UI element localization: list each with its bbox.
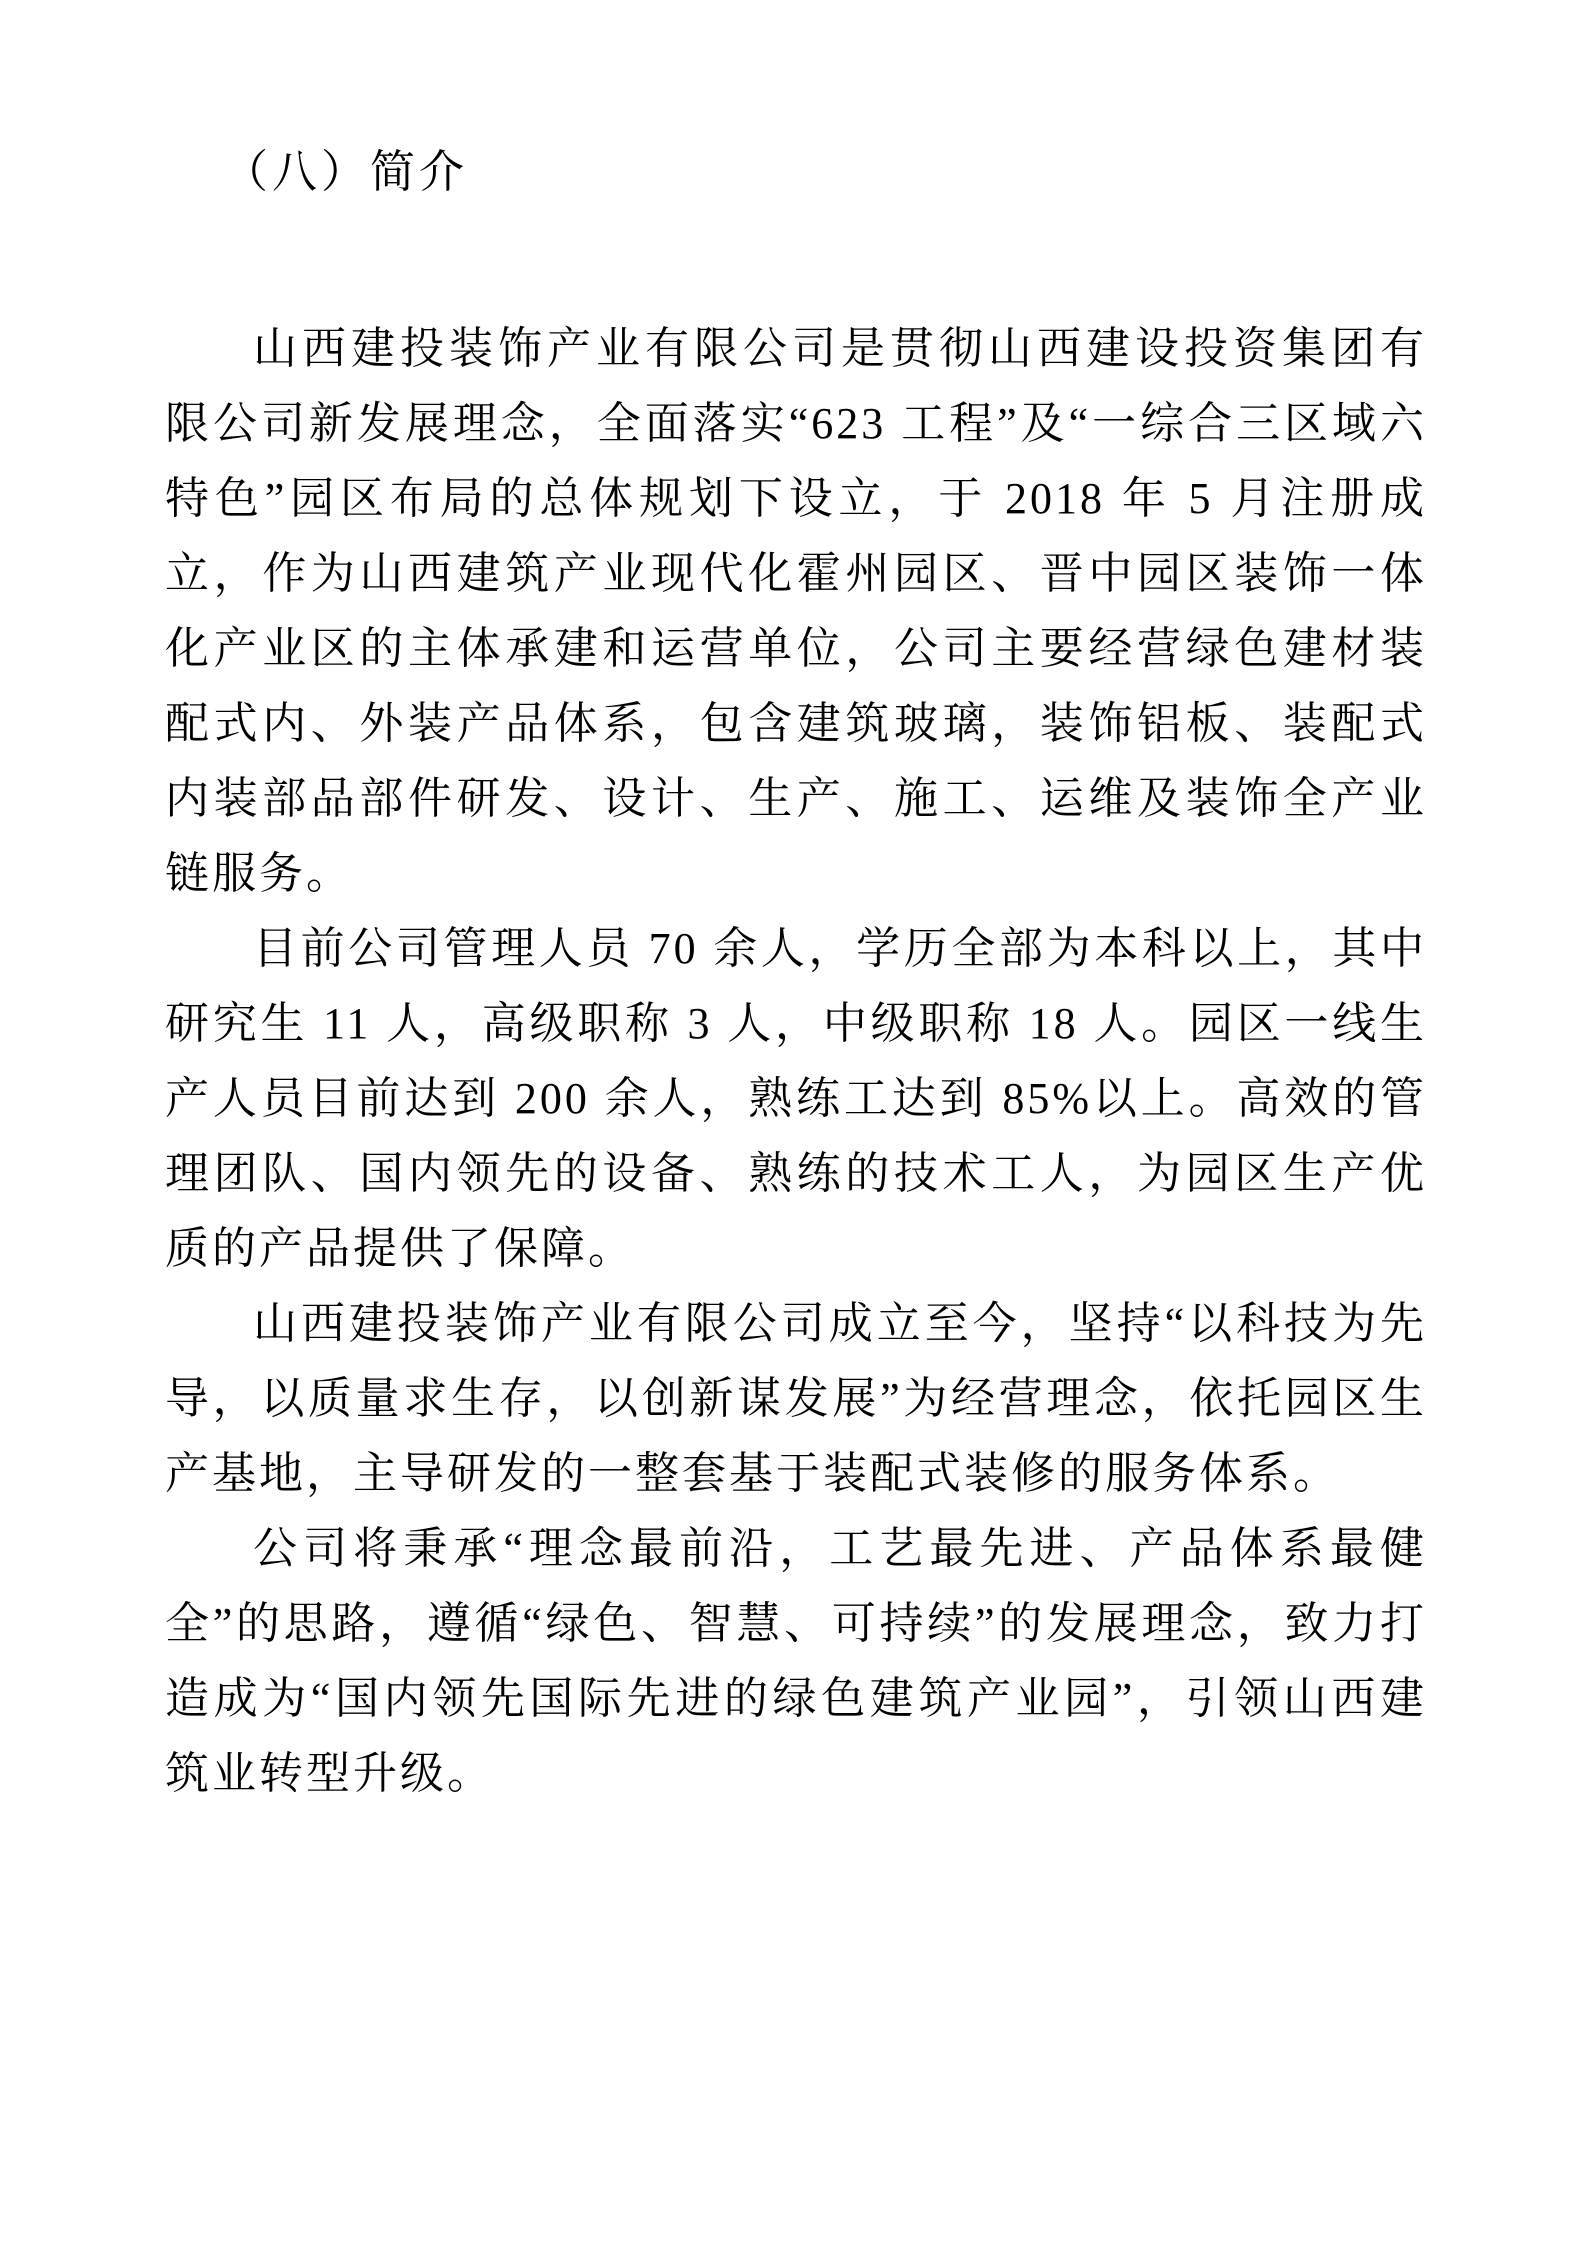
section-heading: （八）简介: [223, 147, 469, 197]
paragraph: 山西建投装饰产业有限公司成立至今，坚持“以科技为先导，以质量求生存，以创新谋发展”为经营理念，依托园区生产基地，主导研发的一整套基于装配式装修的服务体系。: [165, 1299, 1427, 1498]
paragraph: 公司将秉承“理念最前沿，工艺最先进、产品体系最健全”的思路，遵循“绿色、智慧、可持续”的发展理念，致力打造成为“国内领先国际先进的绿色建筑产业园”，引领山西建筑业转型升级。: [165, 1524, 1427, 1798]
paragraph: 山西建投装饰产业有限公司是贯彻山西建设投资集团有限公司新发展理念，全面落实“623 工程”及“一综合三区域六特色”园区布局的总体规划下设立，于 2018 年 5 月注册成立，作为山西建筑产业现代化霍州园区、晋中园区装饰一体化产业区的主体承建和运营单位，公司主要经营绿色建材装配式内、外装产品体系，包含建筑玻璃，装饰铝板、装配式内装部品部件研发、设计、生产、施工、运维及装饰全产业链服务。: [165, 324, 1427, 898]
document-body: [165, 311, 1427, 1811]
paragraph: 目前公司管理人员 70 余人，学历全部为本科以上，其中研究生 11 人，高级职称 3 人，中级职称 18 人。园区一线生产人员目前达到 200 余人，熟练工达到 85%以上。高效的管理团队、国内领先的设备、熟练的技术工人，为园区生产优质的产品提供了保障。: [165, 924, 1427, 1273]
